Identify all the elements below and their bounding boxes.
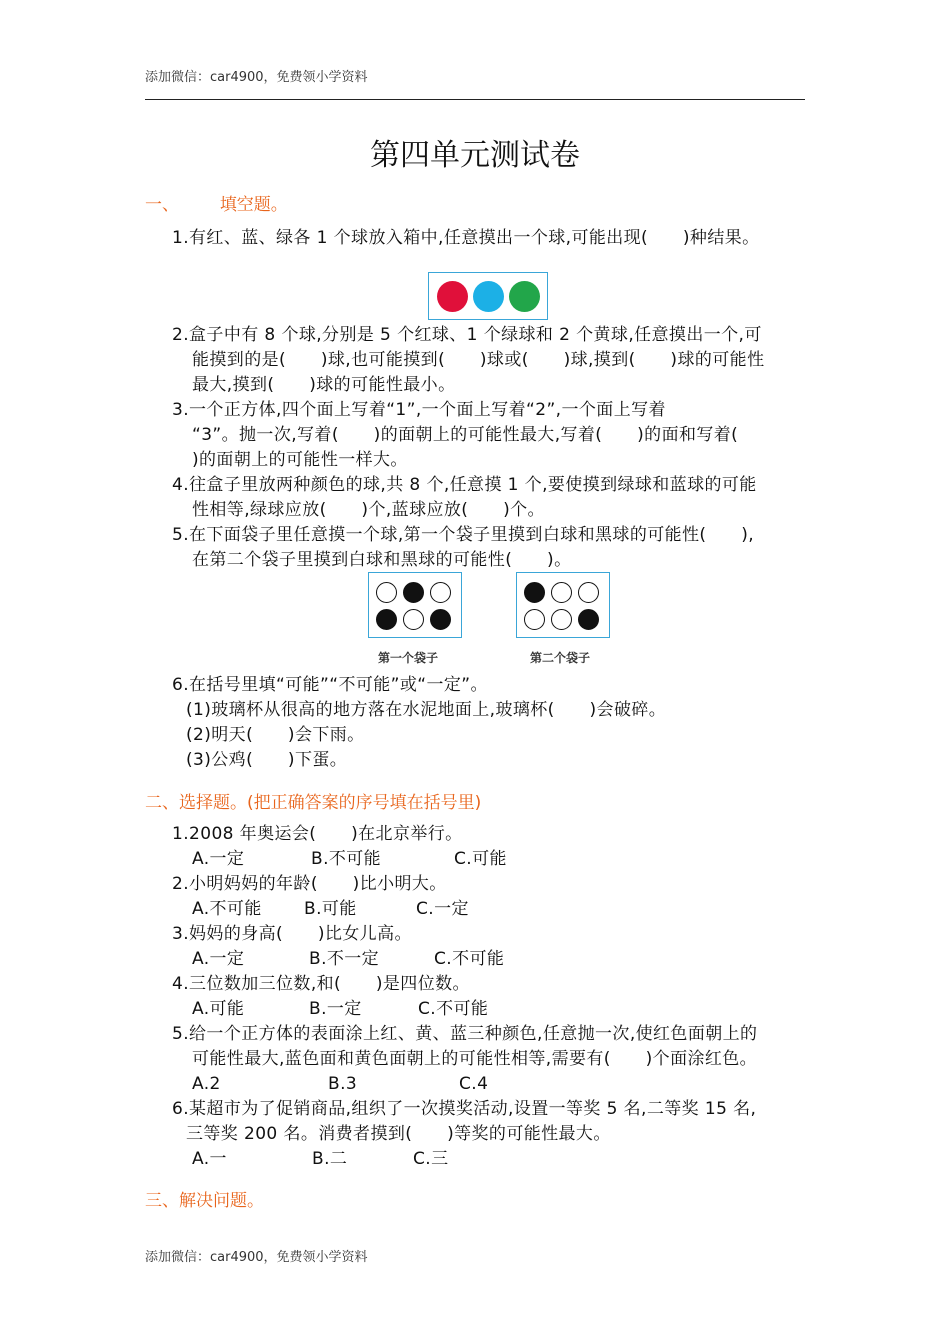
s2-q6-option-c: C.三 bbox=[413, 1149, 449, 1169]
green-ball bbox=[509, 281, 540, 312]
s2-q5-line2: 可能性最大,蓝色面和黄色面朝上的可能性相等,需要有( )个面涂红色。 bbox=[192, 1049, 758, 1069]
black-ball bbox=[403, 582, 424, 603]
page-footer-text: 添加微信：car4900，免费领小学资料 bbox=[145, 1250, 368, 1265]
s2-q1-option-a: A.一定 bbox=[192, 849, 245, 869]
s1-q2-line3: 最大,摸到( )球的可能性最小。 bbox=[192, 375, 456, 395]
s2-q3: 3.妈妈的身高( )比女儿高。 bbox=[172, 924, 412, 944]
s1-q3-line1: 3.一个正方体,四个面上写着“1”,一个面上写着“2”,一个面上写着 bbox=[172, 400, 666, 420]
s2-q2-option-a: A.不可能 bbox=[192, 899, 262, 919]
s1-q6-sub1: (1)玻璃杯从很高的地方落在水泥地面上,玻璃杯( )会破碎。 bbox=[186, 700, 667, 720]
s2-q4-option-c: C.不可能 bbox=[418, 999, 489, 1019]
s1-q2-line2: 能摸到的是( )球,也可能摸到( )球或( )球,摸到( )球的可能性 bbox=[192, 350, 765, 370]
black-ball bbox=[430, 609, 451, 630]
s2-q2: 2.小明妈妈的年龄( )比小明大。 bbox=[172, 874, 447, 894]
blue-ball bbox=[473, 281, 504, 312]
s1-q3-line2: “3”。抛一次,写着( )的面朝上的可能性最大,写着( )的面和写着( bbox=[192, 425, 739, 445]
section3-heading: 三、解决问题。 bbox=[145, 1191, 264, 1211]
s2-q5-option-c: C.4 bbox=[459, 1074, 489, 1094]
page-header-text: 添加微信：car4900，免费领小学资料 bbox=[145, 70, 368, 85]
bag2-figure bbox=[516, 572, 610, 638]
s1-q6-sub2: (2)明天( )会下雨。 bbox=[186, 725, 365, 745]
s1-q4-line2: 性相等,绿球应放( )个,蓝球应放( )个。 bbox=[192, 500, 545, 520]
s2-q1: 1.2008 年奥运会( )在北京举行。 bbox=[172, 824, 463, 844]
red-ball bbox=[437, 281, 468, 312]
white-ball bbox=[403, 609, 424, 630]
black-ball bbox=[524, 582, 545, 603]
s1-q6-sub3: (3)公鸡( )下蛋。 bbox=[186, 750, 348, 770]
s1-q6: 6.在括号里填“可能”“不可能”或“一定”。 bbox=[172, 675, 488, 695]
bag1-figure bbox=[368, 572, 462, 638]
white-ball bbox=[430, 582, 451, 603]
white-ball bbox=[551, 609, 572, 630]
section1-heading-text: 填空题。 bbox=[219, 195, 288, 215]
bag1-label: 第一个袋子 bbox=[378, 651, 439, 665]
s2-q6-line1: 6.某超市为了促销商品,组织了一次摸奖活动,设置一等奖 5 名,二等奖 15 名, bbox=[172, 1099, 757, 1119]
s1-q2-line1: 2.盒子中有 8 个球,分别是 5 个红球、1 个绿球和 2 个黄球,任意摸出一个,可 bbox=[172, 325, 762, 345]
black-ball bbox=[578, 609, 599, 630]
white-ball bbox=[376, 582, 397, 603]
ball-color-box bbox=[428, 272, 548, 320]
s2-q5-option-a: A.2 bbox=[192, 1074, 221, 1094]
s2-q6-option-a: A.一 bbox=[192, 1149, 227, 1169]
s2-q6-option-b: B.二 bbox=[312, 1149, 348, 1169]
section1-heading-number: 一、 bbox=[145, 195, 179, 215]
section1-heading bbox=[145, 190, 288, 215]
white-ball bbox=[551, 582, 572, 603]
s2-q3-option-c: C.不可能 bbox=[434, 949, 505, 969]
s2-q3-option-b: B.不一定 bbox=[309, 949, 380, 969]
s1-q5-line1: 5.在下面袋子里任意摸一个球,第一个袋子里摸到白球和黑球的可能性( ), bbox=[172, 525, 755, 545]
s2-q3-option-a: A.一定 bbox=[192, 949, 245, 969]
white-ball bbox=[524, 609, 545, 630]
black-ball bbox=[376, 609, 397, 630]
s2-q2-option-b: B.可能 bbox=[304, 899, 357, 919]
s2-q1-option-b: B.不可能 bbox=[311, 849, 382, 869]
s2-q2-option-c: C.一定 bbox=[416, 899, 469, 919]
s2-q6-line2: 三等奖 200 名。消费者摸到( )等奖的可能性最大。 bbox=[186, 1124, 611, 1144]
s2-q5-option-b: B.3 bbox=[328, 1074, 358, 1094]
s2-q4: 4.三位数加三位数,和( )是四位数。 bbox=[172, 974, 470, 994]
section2-heading: 二、选择题。(把正确答案的序号填在括号里) bbox=[145, 793, 482, 813]
s2-q1-option-c: C.可能 bbox=[454, 849, 507, 869]
s1-q5-line2: 在第二个袋子里摸到白球和黑球的可能性( )。 bbox=[192, 550, 572, 570]
s1-q1: 1.有红、蓝、绿各 1 个球放入箱中,任意摸出一个球,可能出现( )种结果。 bbox=[172, 228, 760, 248]
s1-q3-line3: )的面朝上的可能性一样大。 bbox=[192, 450, 408, 470]
bag2-label: 第二个袋子 bbox=[530, 651, 591, 665]
s2-q4-option-a: A.可能 bbox=[192, 999, 245, 1019]
s2-q5-line1: 5.给一个正方体的表面涂上红、黄、蓝三种颜色,任意抛一次,使红色面朝上的 bbox=[172, 1024, 758, 1044]
white-ball bbox=[578, 582, 599, 603]
header-divider bbox=[145, 99, 805, 100]
s2-q4-option-b: B.一定 bbox=[309, 999, 362, 1019]
page-title: 第四单元测试卷 bbox=[370, 138, 580, 173]
s1-q4-line1: 4.往盒子里放两种颜色的球,共 8 个,任意摸 1 个,要使摸到绿球和蓝球的可能 bbox=[172, 475, 757, 495]
